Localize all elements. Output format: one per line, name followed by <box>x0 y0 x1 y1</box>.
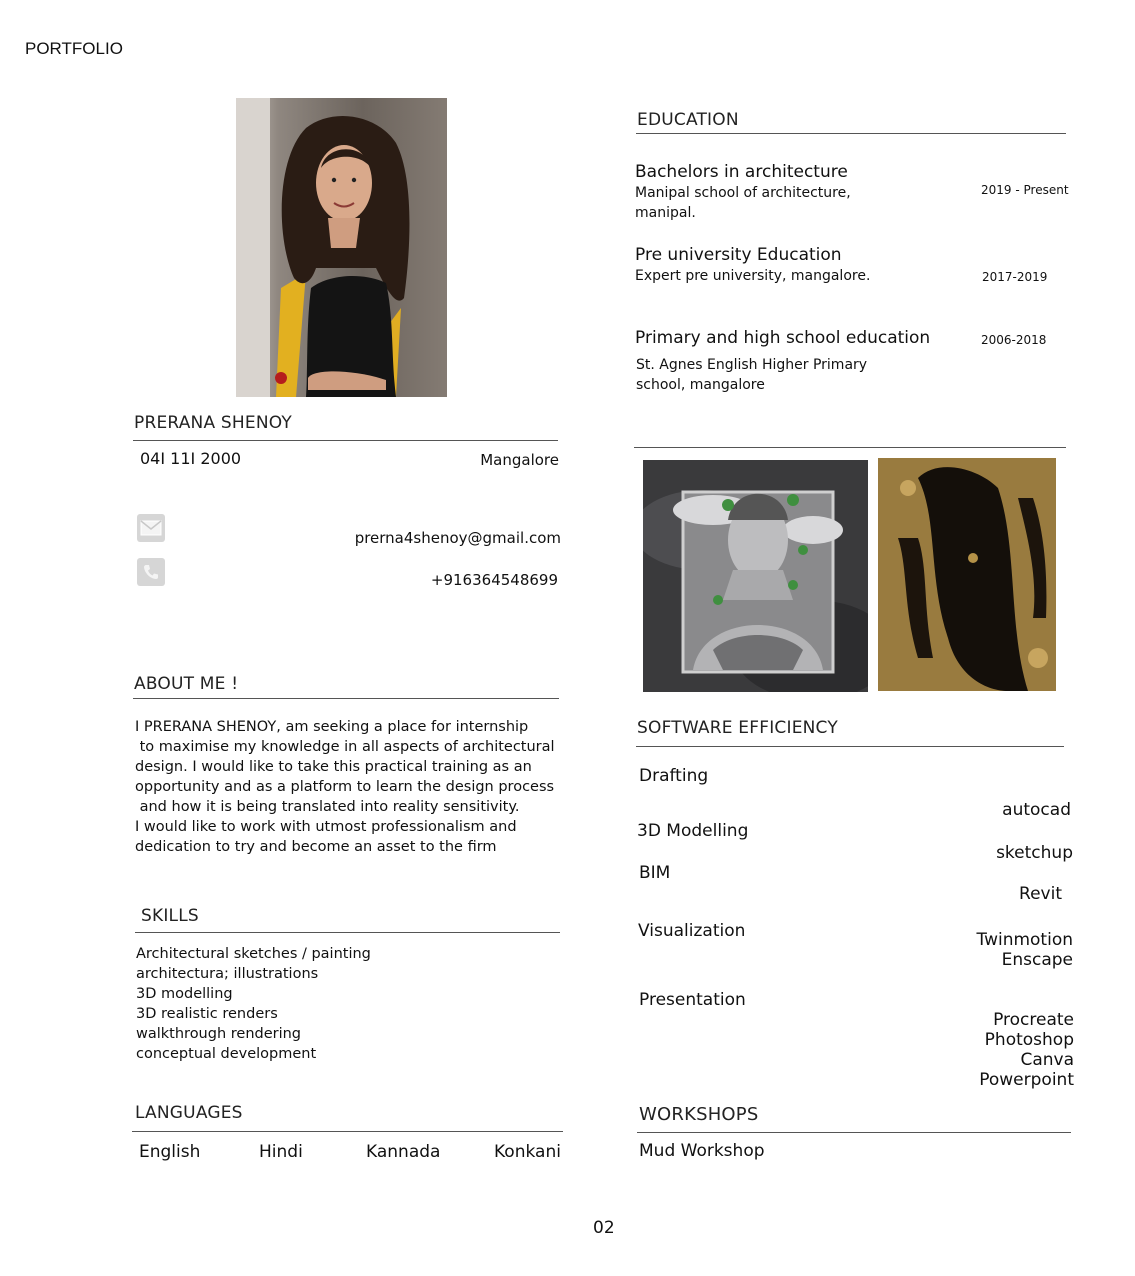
workshop-item: Mud Workshop <box>639 1141 765 1161</box>
software-tool: Enscape <box>1001 950 1073 970</box>
education-divider <box>636 133 1066 134</box>
about-divider <box>133 698 559 699</box>
software-category: Presentation <box>639 990 746 1010</box>
skill-item: walkthrough rendering <box>136 1026 302 1042</box>
buddha-painting-icon <box>643 460 868 692</box>
education-degree: Pre university Education <box>635 245 842 265</box>
portrait-photo-icon <box>236 98 447 397</box>
software-divider <box>636 746 1064 747</box>
software-category: BIM <box>639 863 671 883</box>
city: Mangalore <box>480 451 559 469</box>
education-degree: Primary and high school education <box>635 328 931 348</box>
school-line: St. Agnes English Higher Primary <box>636 357 868 373</box>
skill-item: 3D realistic renders <box>136 1006 278 1022</box>
school-line: Manipal school of architecture, <box>635 185 851 201</box>
phone-number[interactable]: +916364548699 <box>430 571 558 589</box>
school-line: manipal. <box>635 205 696 221</box>
language-item: English <box>139 1142 201 1162</box>
software-tool: sketchup <box>996 843 1073 863</box>
languages-divider <box>132 1131 563 1132</box>
skill-item: 3D modelling <box>136 986 233 1002</box>
education-years: 2006-2018 <box>981 333 1047 347</box>
education-school <box>635 183 851 223</box>
artwork-buddha <box>643 460 868 692</box>
school-line: school, mangalore <box>636 377 765 393</box>
envelope-icon <box>137 514 165 542</box>
education-years: 2019 - Present <box>981 183 1069 197</box>
name-divider <box>133 440 558 441</box>
profile-name: PRERANA SHENOY <box>134 413 292 433</box>
education-degree: Bachelors in architecture <box>635 162 848 182</box>
about-heading: ABOUT ME ! <box>134 674 239 694</box>
language-item: Hindi <box>259 1142 303 1162</box>
about-line: I would like to work with utmost professionalism and <box>135 819 517 835</box>
about-line: and how it is being translated into reality sensitivity. <box>135 799 520 815</box>
skill-item: conceptual development <box>136 1046 317 1062</box>
email-link[interactable]: prerna4shenoy@gmail.com <box>354 529 561 547</box>
skills-list <box>136 944 371 1064</box>
artwork-abstract <box>878 458 1056 691</box>
profile-photo <box>236 98 447 397</box>
skills-divider <box>135 932 560 933</box>
language-item: Konkani <box>494 1142 561 1162</box>
education-school <box>636 355 867 395</box>
education-heading: EDUCATION <box>637 110 739 130</box>
skill-item: architectura; illustrations <box>136 966 319 982</box>
workshops-heading: WORKSHOPS <box>639 1104 759 1125</box>
about-line: dedication to try and become an asset to the firm <box>135 839 497 855</box>
education-school <box>635 266 870 286</box>
software-tool: Photoshop <box>984 1030 1074 1050</box>
software-tool: Twinmotion <box>976 930 1073 950</box>
education-years: 2017-2019 <box>982 270 1048 284</box>
software-category: Visualization <box>638 921 746 941</box>
page-title: PORTFOLIO <box>25 39 123 58</box>
page-number: 02 <box>593 1218 615 1238</box>
software-heading: SOFTWARE EFFICIENCY <box>637 718 838 738</box>
skill-item: Architectural sketches / painting <box>136 946 371 962</box>
phone-icon <box>137 558 165 586</box>
artwork-divider <box>634 447 1066 448</box>
languages-heading: LANGUAGES <box>135 1103 243 1123</box>
software-tool: Revit <box>1019 884 1062 904</box>
software-tool: autocad <box>1002 800 1071 820</box>
about-line: design. I would like to take this practical training as an <box>135 759 532 775</box>
workshops-divider <box>637 1132 1071 1133</box>
about-line: I PRERANA SHENOY, am seeking a place for internship <box>135 719 529 735</box>
about-line: opportunity and as a platform to learn the design process <box>135 779 555 795</box>
about-text <box>135 717 555 857</box>
language-item: Kannada <box>366 1142 441 1162</box>
software-tool: Procreate <box>993 1010 1074 1030</box>
date-of-birth: 04I 11I 2000 <box>140 449 242 468</box>
skills-heading: SKILLS <box>141 906 199 926</box>
software-tool-group <box>900 930 1073 970</box>
abstract-gold-painting-icon <box>878 458 1056 691</box>
software-category: Drafting <box>639 766 709 786</box>
software-category: 3D Modelling <box>637 821 749 841</box>
software-tool-group <box>900 1010 1074 1090</box>
school-line: Expert pre university, mangalore. <box>635 268 871 284</box>
software-tool: Powerpoint <box>979 1070 1074 1090</box>
about-line: to maximise my knowledge in all aspects of architectural <box>135 739 555 755</box>
software-tool: Canva <box>1020 1050 1074 1070</box>
